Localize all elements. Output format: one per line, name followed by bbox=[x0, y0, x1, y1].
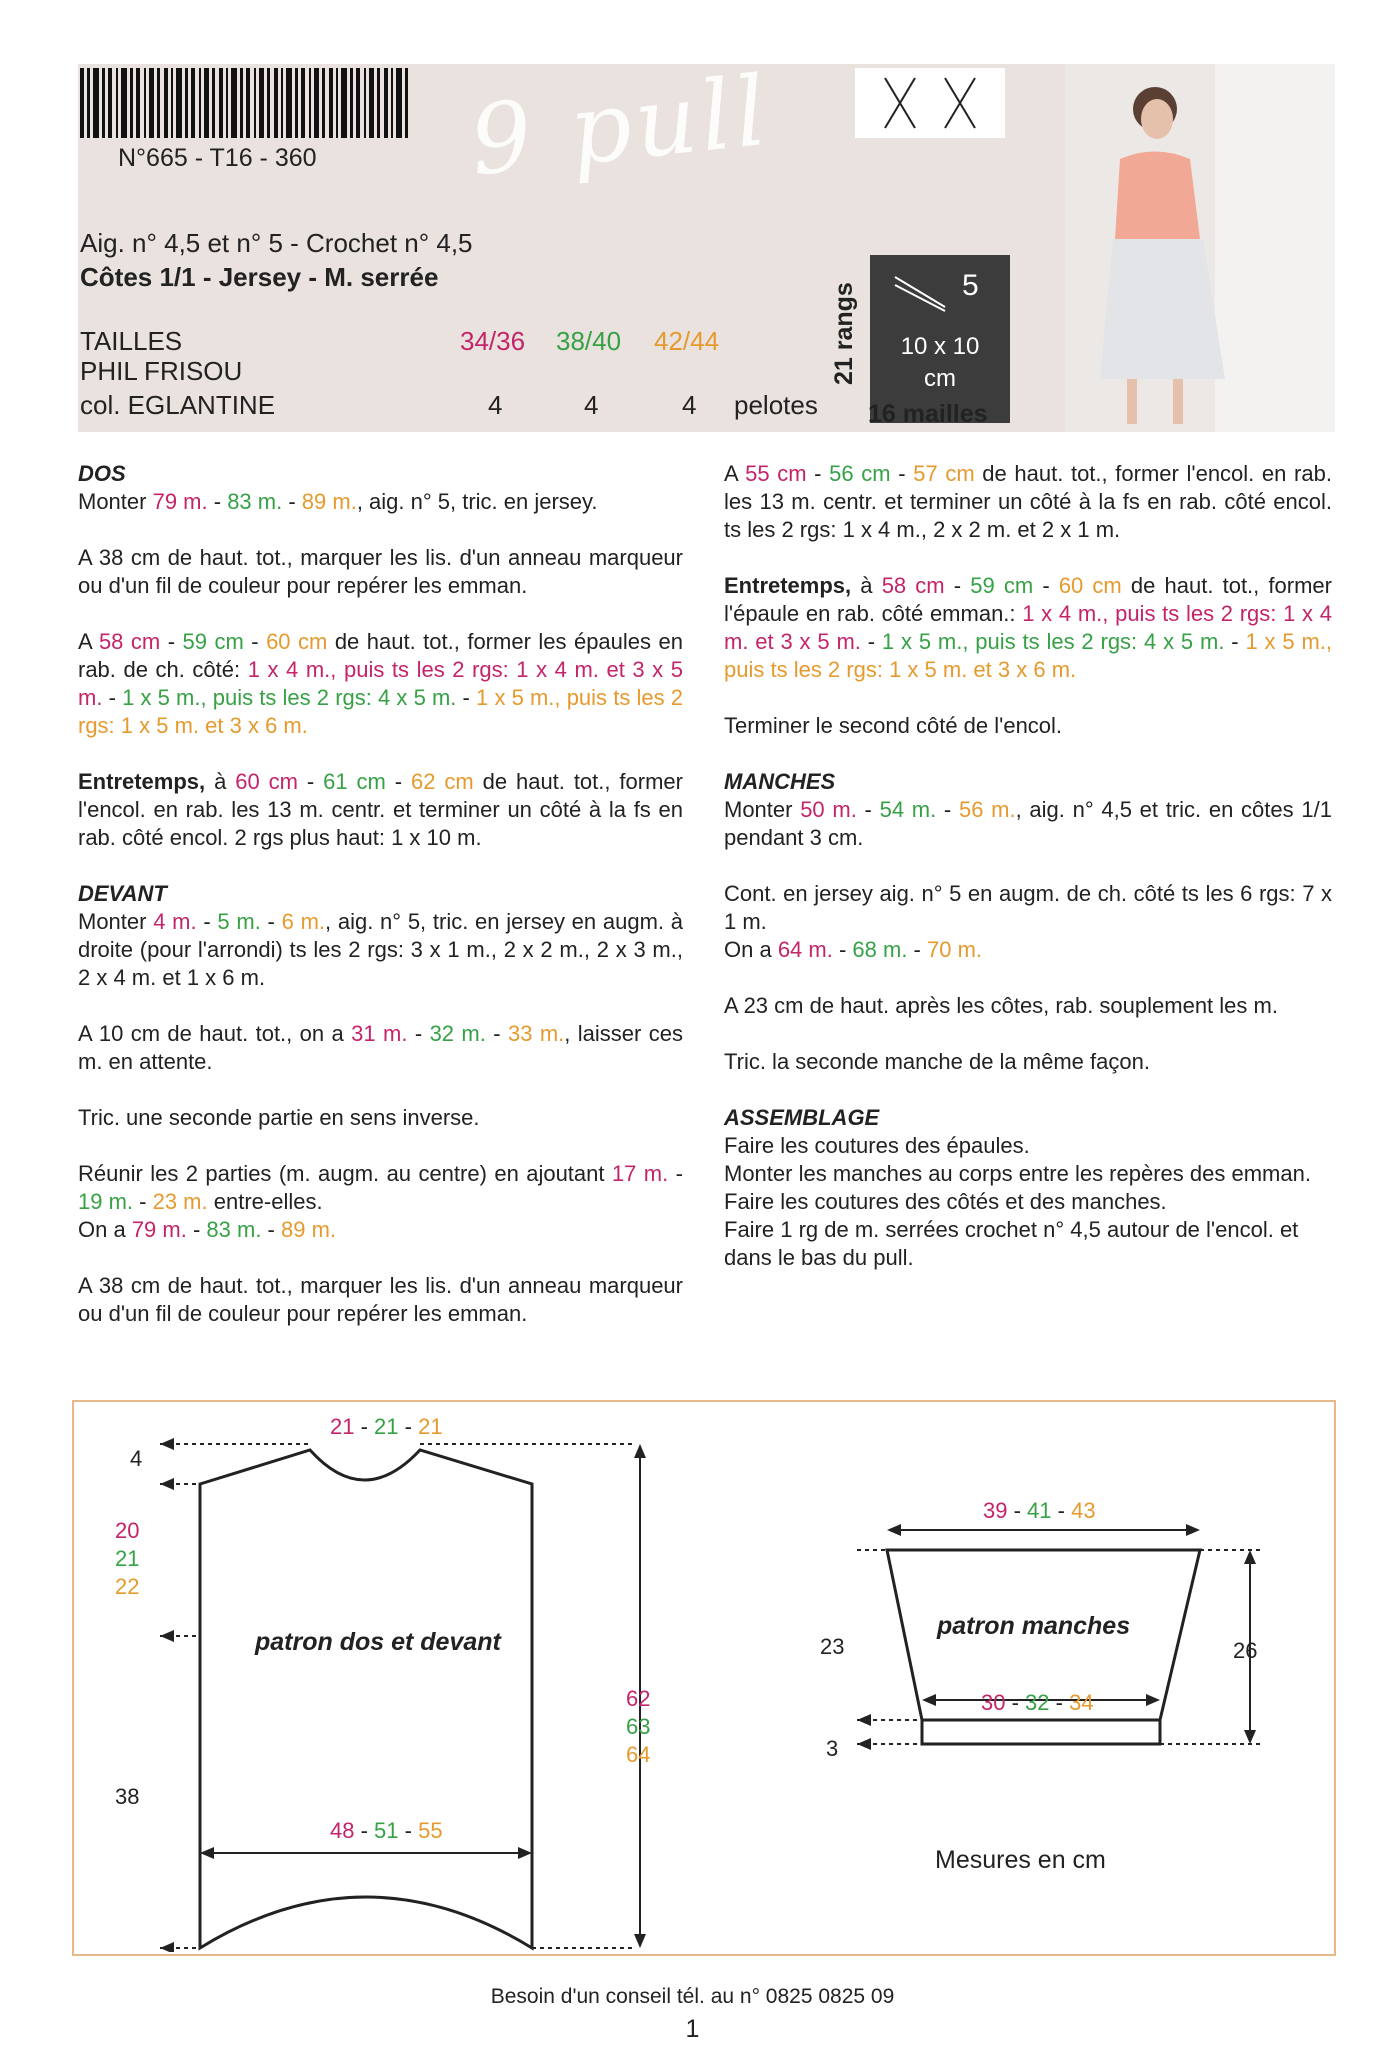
section-dos: DOS bbox=[78, 461, 126, 486]
neck-measure: 21 - 21 - 21 bbox=[330, 1414, 443, 1439]
advice-phone: Besoin d'un conseil tél. au n° 0825 0825 09 bbox=[490, 1985, 895, 2008]
section-manches: MANCHES bbox=[724, 769, 836, 794]
size-3: 42/44 bbox=[654, 326, 720, 356]
armhole-measure-2: 21 bbox=[115, 1546, 140, 1571]
instructions-right-column bbox=[724, 460, 1332, 1300]
manches-bind-off: A 23 cm de haut. après les côtes, rab. souplement les m. bbox=[724, 993, 1278, 1018]
sleeve-pattern-title: patron manches bbox=[937, 1612, 1131, 1640]
body-outline bbox=[200, 1450, 532, 1948]
width-measure: 48 - 51 - 55 bbox=[330, 1818, 443, 1843]
quantity-1: 4 bbox=[488, 390, 503, 420]
gauge-box bbox=[870, 255, 1010, 423]
gauge-unit: cm bbox=[924, 365, 956, 392]
armhole-measure-3: 22 bbox=[115, 1574, 140, 1599]
model-photo bbox=[1065, 64, 1335, 432]
length-measure-3: 64 bbox=[626, 1742, 651, 1767]
size-1: 34/36 bbox=[460, 326, 526, 356]
needles-icon-box bbox=[855, 68, 1005, 138]
barcode-icon bbox=[80, 68, 410, 138]
section-devant: DEVANT bbox=[78, 881, 167, 906]
gauge-needle: 5 bbox=[962, 269, 979, 302]
sleeve-top-measure: 39 - 41 - 43 bbox=[983, 1498, 1096, 1523]
yarn-label: PHIL FRISOU bbox=[80, 356, 243, 386]
gauge-rows: 21 rangs bbox=[830, 282, 858, 385]
needles-line: Aig. n° 4,5 et n° 5 - Crochet n° 4,5 bbox=[80, 228, 473, 258]
measures-note: Mesures en cm bbox=[935, 1846, 1106, 1874]
length-measure-1: 62 bbox=[626, 1686, 651, 1711]
color-label: col. EGLANTINE bbox=[80, 390, 276, 420]
sleeve-right-measure: 26 bbox=[1233, 1638, 1258, 1663]
pattern-reference: N°665 - T16 - 360 bbox=[118, 144, 317, 172]
instructions-left-column bbox=[78, 460, 683, 1356]
section-assemblage: ASSEMBLAGE bbox=[724, 1105, 880, 1130]
dos-neck: Entretemps, à 60 cm - 61 cm - 62 cm de haut. tot., former l'encol. en rab. les 13 m. centr. et terminer un côté à la fs en rab. côté encol. 2 rgs plus haut: 1 x 10 m. bbox=[78, 769, 683, 850]
sleeve-cuff bbox=[922, 1720, 1160, 1744]
manches-second: Tric. la seconde manche de la même façon. bbox=[724, 1049, 1150, 1074]
page-number: 1 bbox=[685, 2015, 700, 2043]
assemblage-steps: Faire les coutures des épaules. Monter les manches au corps entre les repères des emman. Faire les coutures des côtés et des manches. Faire 1 rg de m. serrées crochet n° 4,5 autour de l'encol. et dans le bas du pull. bbox=[724, 1133, 1311, 1270]
length-measure-2: 63 bbox=[626, 1714, 651, 1739]
quantity-unit: pelotes bbox=[734, 390, 818, 420]
devant-shoulder: Entretemps, à 58 cm - 59 cm - 60 cm de haut. tot., former l'épaule en rab. côté emman.: 1 x 4 m., puis ts les 2 rgs: 1 x 4 m. et 3 x 5 m. - 1 x 5 m., puis ts les 2 rgs: 4 x 5 m. - 1 x 5 m., puis ts les 2 rgs: 1 x 5 m. et 3 x 6 m. bbox=[724, 573, 1332, 682]
quantity-2: 4 bbox=[584, 390, 599, 420]
side-measure: 38 bbox=[115, 1784, 140, 1809]
gauge-stitches: 16 mailles bbox=[868, 400, 988, 428]
sleeve-left-measure: 23 bbox=[820, 1634, 845, 1659]
devant-join: Réunir les 2 parties (m. augm. au centre) en ajoutant 17 m. - 19 m. - 23 m. entre-elles. On a 79 m. - 83 m. - 89 m. bbox=[78, 1161, 683, 1242]
size-2: 38/40 bbox=[556, 326, 622, 356]
quantity-3: 4 bbox=[682, 390, 697, 420]
dos-cast-on: Monter 79 m. - 83 m. - 89 m., aig. n° 5, tric. en jersey. bbox=[78, 489, 598, 514]
devant-cast-on: Monter 4 m. - 5 m. - 6 m., aig. n° 5, tric. en jersey en augm. à droite (pour l'arrondi) ts les 2 rgs: 3 x 1 m., 2 x 2 m., 2 x 3 m., 2 x 4 m. et 1 x 6 m. bbox=[78, 909, 683, 990]
devant-second-part: Tric. une seconde partie en sens inverse. bbox=[78, 1105, 480, 1130]
devant-neck: A 55 cm - 56 cm - 57 cm de haut. tot., former l'encol. en rab. les 13 m. centr. et terminer un côté à la fs en rab. côté encol. ts les 2 rgs: 1 x 4 m., 2 x 2 m. et 2 x 1 m. bbox=[724, 461, 1332, 542]
devant-finish: Terminer le second côté de l'encol. bbox=[724, 713, 1063, 738]
sizes-label: TAILLES bbox=[80, 326, 183, 356]
pattern-diagram bbox=[72, 1400, 1332, 1952]
cuff-measure: 3 bbox=[826, 1736, 839, 1761]
shoulder-drop-measure: 4 bbox=[130, 1446, 143, 1471]
needle-gauge-icon bbox=[890, 267, 950, 317]
devant-hold: A 10 cm de haut. tot., on a 31 m. - 32 m. - 33 m., laisser ces m. en attente. bbox=[78, 1021, 683, 1074]
stitches-line: Côtes 1/1 - Jersey - M. serrée bbox=[80, 262, 439, 292]
pattern-title: 9 pull bbox=[464, 54, 776, 198]
dos-marker: A 38 cm de haut. tot., marquer les lis. d'un anneau marqueur ou d'un fil de couleur pour repérer les emman. bbox=[78, 545, 683, 598]
armhole-measure-1: 20 bbox=[115, 1518, 140, 1543]
gauge-square: 10 x 10 bbox=[900, 333, 980, 360]
dos-shoulders: A 58 cm - 59 cm - 60 cm de haut. tot., former les épaules en rab. de ch. côté: 1 x 4 m., puis ts les 2 rgs: 1 x 4 m. et 3 x 5 m. - 1 x 5 m., puis ts les 2 rgs: 4 x 5 m. - 1 x 5 m., puis ts les 2 rgs: 1 x 5 m. et 3 x 6 m. bbox=[78, 629, 683, 738]
body-pattern-title: patron dos et devant bbox=[255, 1628, 501, 1656]
manches-cast-on: Monter 50 m. - 54 m. - 56 m., aig. n° 4,5 et tric. en côtes 1/1 pendant 3 cm. bbox=[724, 797, 1332, 850]
sleeve-bottom-measure: 30 - 32 - 34 bbox=[981, 1690, 1094, 1715]
devant-marker: A 38 cm de haut. tot., marquer les lis. d'un anneau marqueur ou d'un fil de couleur pour repérer les emman. bbox=[78, 1273, 683, 1326]
knitting-needles-icon bbox=[855, 68, 1005, 138]
manches-increase: Cont. en jersey aig. n° 5 en augm. de ch. côté ts les 6 rgs: 7 x 1 m. On a 64 m. - 68 m. - 70 m. bbox=[724, 881, 1332, 962]
